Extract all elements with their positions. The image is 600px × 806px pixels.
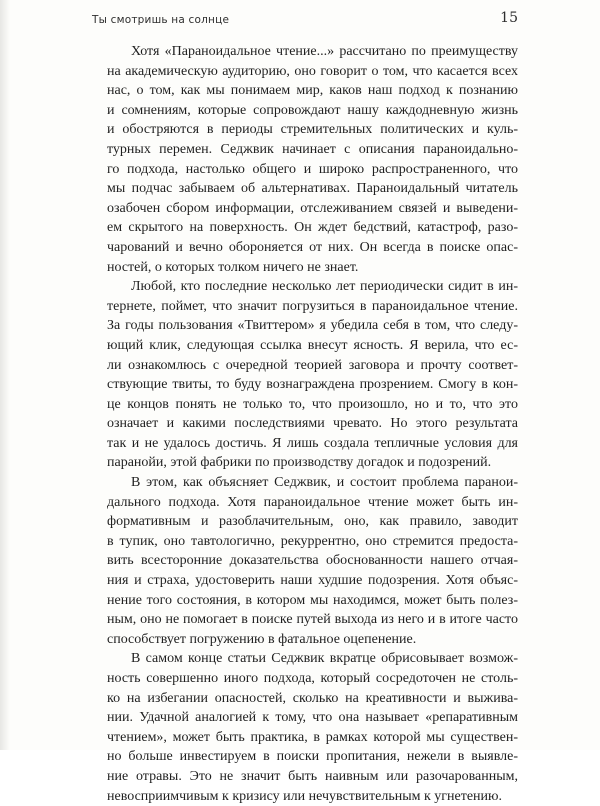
text-line: турных перемен. Седжвик начинает с описания параноидально- xyxy=(107,141,518,157)
text-line: ем скрытого на поверхность. Он ждет бедствий, катастроф, разо- xyxy=(107,220,518,236)
text-line: в тупик, оно тавтологично, рекуррентно, оно стремится предоста- xyxy=(107,533,518,549)
text-line: вить всесторонние доказательства обоснованности нашего отчая- xyxy=(107,553,518,569)
text-line: В самом конце статьи Седжвик вкратце обрисовывает возмож- xyxy=(131,651,518,667)
text-line: озабочен сбором информации, отслеживанием связей и выведени- xyxy=(107,200,518,216)
text-line: чтением», может быть практика, в рамках которой мы существен- xyxy=(107,729,518,745)
paragraph-4 xyxy=(107,649,518,806)
text-line: ния и страха, удостоверить наши худшие подозрения. Хотя объяс- xyxy=(107,573,518,589)
page-gutter-shadow xyxy=(0,0,10,750)
text-line: паранойи, этой фабрики по производству догадок и подозрений. xyxy=(107,455,492,471)
text-line: невосприимчивым к кризису или нечувствительным к угнетению. xyxy=(107,788,502,804)
paragraph-3 xyxy=(107,473,518,649)
text-line: ли ознакомлюсь с очередной теорией заговора и прочту соответ- xyxy=(107,357,518,373)
text-line: способствует погружению в фатальное оцепенение. xyxy=(107,631,417,647)
paragraph-1 xyxy=(107,42,518,277)
text-line: и сомнениям, которые сопровождают нашу каждодневную жизнь xyxy=(107,102,518,118)
text-line: ным, оно не помогает в поиске путей выхода из него и в итоге часто xyxy=(107,612,518,628)
paragraph-2 xyxy=(107,277,518,473)
text-line: нии. Удачной аналогией к тому, что она называет «репаративным xyxy=(107,710,518,726)
text-line: чарований и вечно обороняется от них. Он всегда в поиске опас- xyxy=(107,239,518,255)
text-line: но больше инвестируем в поиски пропитания, нежели в выявле- xyxy=(107,749,518,765)
text-line: ние отравы. Это не значит быть наивным или разочарованным, xyxy=(107,768,518,784)
text-line: нение того состояния, в котором мы находимся, может быть полез- xyxy=(107,592,518,608)
text-line: на академическую аудиторию, оно говорит о том, что касается всех xyxy=(107,63,518,79)
text-line: ность совершенно иного подхода, который сосредоточен не столь- xyxy=(107,671,518,686)
text-line: означает и какими последствиями чревато. Но этого результата xyxy=(107,416,518,432)
running-head: Ты смотришь на солнце xyxy=(92,14,230,26)
text-line: дального подхода. Хотя параноидальное чтение может быть ин- xyxy=(107,494,518,510)
text-line: це концов понять не только то, что произошло, но и то, что это xyxy=(107,396,518,412)
text-line: и обостряются в периоды стремительных политических и куль- xyxy=(107,122,518,138)
text-line: так и не удалось достичь. Я лишь создала тепличные условия для xyxy=(107,435,518,451)
text-line: нас, о том, как мы понимаем мир, каков наш подход к познанию xyxy=(107,83,518,99)
page-number: 15 xyxy=(500,10,518,26)
text-line: ностей, о которых толком ничего не знает. xyxy=(107,259,359,275)
body-text xyxy=(107,42,518,806)
text-line: За годы пользования «Твиттером» я убедила себя в том, что следу- xyxy=(107,318,518,334)
text-line: формативным и разоблачительным, оно, как правило, заводит xyxy=(107,514,518,530)
text-line: Хотя «Параноидальное чтение...» рассчитано по преимуществу xyxy=(131,44,518,59)
text-line: ствующие твиты, то буду вознаграждена прозрением. Смогу в кон- xyxy=(107,377,518,393)
text-line: ко на избегании опасностей, сколько на креативности и выжива- xyxy=(107,690,518,706)
text-line: В этом, как объясняет Седжвик, и состоит проблема паранои- xyxy=(131,475,518,491)
text-line: ющий клик, следующая ссылка внесут ясность. Я верила, что ес- xyxy=(107,337,518,353)
text-line: го подхода, настолько общего и широко распространенного, что xyxy=(107,161,518,177)
text-line: Любой, кто последние несколько лет периодически сидит в ин- xyxy=(131,279,518,295)
text-line: тернете, поймет, что значит погрузиться в параноидальное чтение. xyxy=(107,298,518,314)
text-line: мы подчас забываем об альтернативах. Параноидальный читатель xyxy=(107,181,518,197)
